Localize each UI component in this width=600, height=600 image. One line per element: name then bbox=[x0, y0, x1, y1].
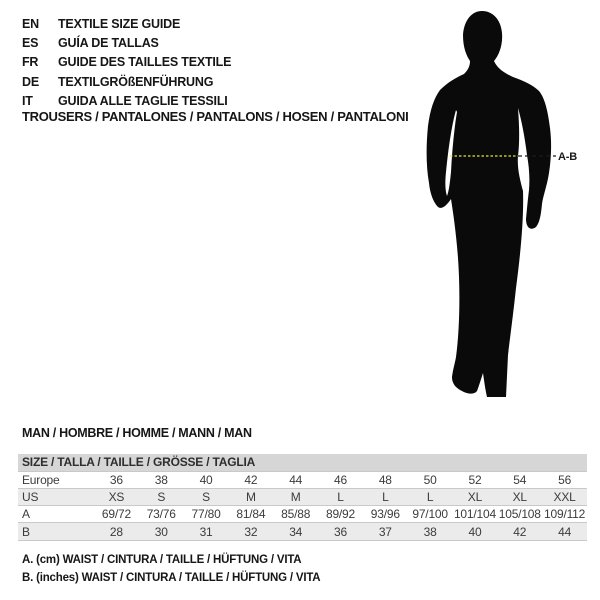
size-cell: 42 bbox=[244, 472, 258, 487]
size-cell: 101/104 bbox=[453, 507, 496, 522]
size-cell: 93/96 bbox=[370, 507, 400, 522]
language-label: TEXTILGRÖßENFÜHRUNG bbox=[58, 74, 214, 89]
size-cell: 97/100 bbox=[412, 507, 448, 522]
size-cell: 77/80 bbox=[191, 507, 221, 522]
size-cell: 56 bbox=[558, 472, 572, 487]
language-guide-list bbox=[22, 14, 231, 111]
size-cell: M bbox=[245, 489, 256, 504]
size-cell: 50 bbox=[423, 472, 437, 487]
man-body-shape bbox=[427, 11, 551, 397]
language-code: ES bbox=[22, 36, 39, 51]
table-row-a-cm bbox=[18, 505, 587, 522]
size-cell: 31 bbox=[199, 524, 213, 539]
size-cell: 36 bbox=[334, 524, 347, 539]
section-title: MAN / HOMBRE / HOMME / MANN / MAN bbox=[22, 426, 252, 440]
size-cell: S bbox=[157, 489, 166, 504]
size-cell: 105/108 bbox=[498, 507, 541, 522]
size-cell: M bbox=[290, 489, 301, 504]
row-label: Europe bbox=[22, 472, 60, 487]
language-label: GUÍA DE TALLAS bbox=[58, 36, 159, 51]
size-cell: 36 bbox=[109, 472, 123, 487]
size-cell: 46 bbox=[334, 472, 347, 487]
table-row-europe bbox=[18, 471, 587, 488]
row-label: US bbox=[22, 489, 39, 504]
size-cell: 52 bbox=[468, 472, 482, 487]
footnote-b: B. (inches) WAIST / CINTURA / TAILLE / HÜFTUNG / VITA bbox=[22, 571, 321, 584]
language-item bbox=[22, 33, 231, 52]
size-cell: 40 bbox=[468, 524, 482, 539]
table-row-b-inches bbox=[18, 522, 587, 539]
language-code: IT bbox=[22, 94, 33, 109]
size-cell: XL bbox=[467, 489, 483, 504]
language-code: EN bbox=[22, 16, 39, 31]
language-code: DE bbox=[22, 74, 39, 89]
size-cell: 28 bbox=[109, 524, 123, 539]
language-item bbox=[22, 72, 231, 91]
footnote-a: A. (cm) WAIST / CINTURA / TAILLE / HÜFTUNG / VITA bbox=[22, 554, 302, 566]
size-cell: 73/76 bbox=[146, 507, 176, 522]
size-cell: L bbox=[426, 489, 434, 504]
row-label: A bbox=[22, 507, 30, 522]
size-cell: XXL bbox=[553, 489, 576, 504]
size-cell: 32 bbox=[244, 524, 258, 539]
man-silhouette bbox=[390, 0, 590, 400]
size-cell: 37 bbox=[378, 524, 392, 539]
size-cell: XL bbox=[512, 489, 527, 504]
size-cell: 30 bbox=[154, 524, 168, 539]
language-label: TEXTILE SIZE GUIDE bbox=[58, 16, 181, 31]
size-cell: 109/112 bbox=[544, 507, 586, 522]
size-cell: 48 bbox=[378, 472, 392, 487]
size-cell: 85/88 bbox=[281, 507, 311, 522]
size-table-header: SIZE / TALLA / TAILLE / GRÖSSE / TAGLIA bbox=[18, 454, 587, 471]
table-row-us bbox=[18, 488, 587, 505]
size-cell: 81/84 bbox=[236, 507, 266, 522]
size-cell: 89/92 bbox=[325, 507, 355, 522]
waist-marker-label: A-B bbox=[558, 151, 577, 163]
size-cell: XS bbox=[108, 489, 125, 504]
size-cell: L bbox=[337, 489, 344, 504]
size-cell: S bbox=[202, 489, 210, 504]
size-cell: 40 bbox=[199, 472, 213, 487]
category-title: TROUSERS / PANTALONES / PANTALONS / HOSEN / PANTALONI bbox=[22, 109, 409, 124]
size-cell: L bbox=[382, 489, 389, 504]
size-cell: 54 bbox=[513, 472, 527, 487]
language-label: GUIDE DES TAILLES TEXTILE bbox=[58, 55, 232, 70]
size-cell: 38 bbox=[154, 472, 168, 487]
language-code: FR bbox=[22, 55, 39, 70]
size-cell: 69/72 bbox=[101, 507, 131, 522]
size-cell: 38 bbox=[423, 524, 437, 539]
row-label: B bbox=[22, 524, 30, 539]
size-cell: 44 bbox=[558, 524, 572, 539]
size-cell: 44 bbox=[289, 472, 303, 487]
language-item bbox=[22, 14, 231, 33]
size-table bbox=[18, 454, 587, 541]
language-label: GUIDA ALLE TAGLIE TESSILI bbox=[58, 94, 228, 109]
language-item bbox=[22, 53, 231, 72]
measurement-footnotes bbox=[22, 552, 320, 587]
size-cell: 34 bbox=[289, 524, 303, 539]
man-silhouette-svg bbox=[390, 0, 590, 400]
size-cell: 42 bbox=[513, 524, 527, 539]
